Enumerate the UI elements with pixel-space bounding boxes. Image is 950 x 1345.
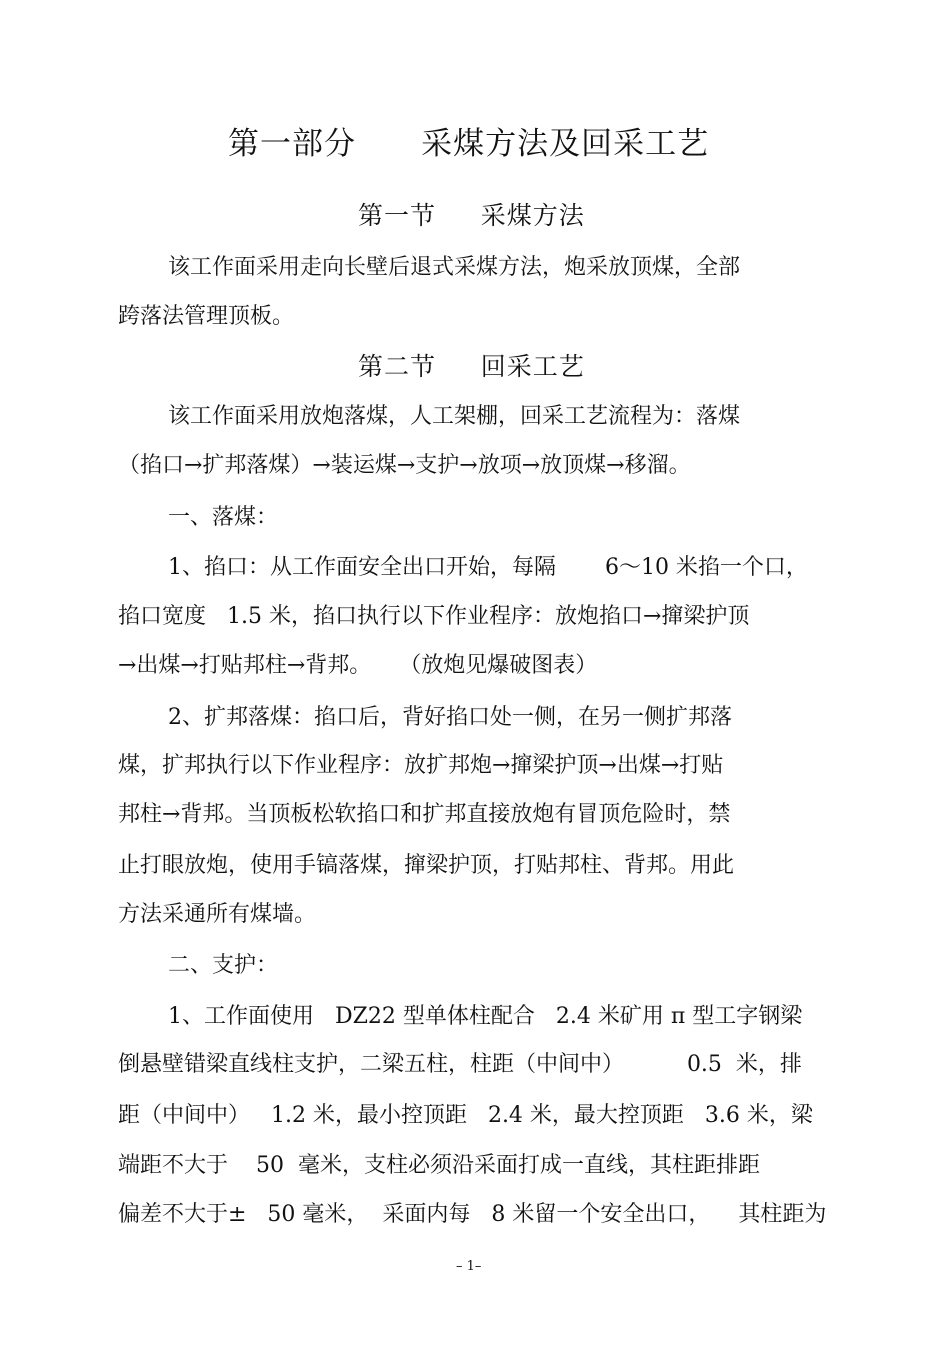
paragraph-line: 距（中间中） 1.2 米，最小控顶距 2.4 米，最大控顶距 3.6 米，梁	[118, 1103, 813, 1128]
item-heading: 一、落煤：	[168, 505, 279, 530]
paragraph-line: 偏差不大于± 50 毫米， 采面内每 8 米留一个安全出口， 其柱距为	[118, 1202, 827, 1227]
paragraph-line: 止打眼放炮，使用手镐落煤，撺梁护顶，打贴邦柱、背邦。用此	[118, 853, 735, 878]
paragraph-line: 倒悬壁错梁直线柱支护，二梁五柱，柱距（中间中） 0.5 米，排	[118, 1052, 802, 1077]
paragraph-line: 端距不大于 50 毫米，支柱必须沿采面打成一直线，其柱距排距	[118, 1153, 760, 1178]
paragraph-line: （掐口→扩邦落煤）→装运煤→支护→放项→放顶煤→移溜。	[118, 453, 691, 478]
section-title-1: 第一节 采煤方法	[358, 201, 585, 230]
paragraph-line: 2、扩邦落煤：掐口后，背好掐口处一侧，在另一侧扩邦落	[168, 705, 732, 730]
paragraph-line: 1、掐口：从工作面安全出口开始，每隔 6～10 米掐一个口，	[168, 555, 808, 580]
item-heading: 二、支护：	[168, 953, 279, 978]
page-number: – 1–	[456, 1259, 482, 1274]
paragraph-line: 1、工作面使用 DZ22 型单体柱配合 2.4 米矿用 π 型工字钢梁	[168, 1004, 803, 1029]
paragraph-line: 跨落法管理顶板。	[118, 304, 295, 329]
section-title-2: 第二节 回采工艺	[358, 352, 585, 381]
paragraph-line: 掐口宽度 1.5 米，掐口执行以下作业程序：放炮掐口→撺梁护顶	[118, 604, 750, 629]
paragraph-line: 煤，扩邦执行以下作业程序：放扩邦炮→撺梁护顶→出煤→打贴	[118, 753, 724, 778]
paragraph-line: 邦柱→背邦。当顶板松软掐口和扩邦直接放炮有冒顶危险时，禁	[118, 802, 731, 827]
paragraph-line: 该工作面采用走向长壁后退式采煤方法，炮采放顶煤，全部	[168, 255, 741, 280]
part-title: 第一部分 采煤方法及回采工艺	[228, 126, 710, 162]
paragraph-line: 方法采通所有煤墙。	[118, 902, 317, 927]
paragraph-line: →出煤→打贴邦柱→背邦。 （放炮见爆破图表）	[118, 653, 598, 678]
paragraph-line: 该工作面采用放炮落煤，人工架棚，回采工艺流程为：落煤	[168, 404, 741, 429]
